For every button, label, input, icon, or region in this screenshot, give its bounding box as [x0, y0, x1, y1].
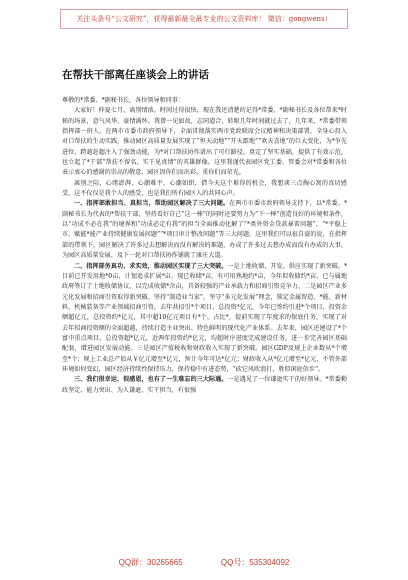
- section-heading: 三、我们很幸运、很感恩，也有了一生难忘的三大际遇。: [74, 376, 228, 384]
- body-paragraph: 尊敬的*常委、*副秘书长，各位领导和同事：: [62, 97, 184, 104]
- body-paragraph: [62, 375, 347, 396]
- body-paragraph: [62, 262, 347, 376]
- body-paragraph: [62, 199, 347, 261]
- section-text: 一是土地收储、开发、供应实现了新突破。*目前已开发用地*0亩，计划追求扩展*亩，现已收储*亩，有可用熟地约*亩，今年拟收储约*亩，已与属地政府签订了土地收储协议，以完成收储*余亩，具备较强的产业承载力和招商引资竞争力。二是园区产业多元化发展和招商引资取得新突破。坚持“制造业当家”，坚守“多元化发展”理念，锁定金属智造、*能、新材料、机械装备等产业领域招商引资，去年共招引*个项目，总投资*亿元，今年已签约引进*个项目，投资金额超亿元，总投资约*亿元，其中超10亿元项目有*个，占比*，提前实现了年度求的保底任务，实现了对去年招商投资额的全面超越，持续打造主业突出、特色鲜明的现代化产业体系。去年来，园区还建设了*个富中重点项目，总投资超*亿元，近两年投资约*亿元，均超时序进度完成建设任务，进一步完善园区基础配套，增进园区发展动能。三是园区产值税收和财政收入实现了新突破。园区GDP及规上企业数从*个增至*个；规上工业总产值从￥亿元增至*亿元，预计今年可达*亿元；财政收入从*亿元增至*亿元，不管外部环境如何变幻，园区经济持续性保持压力，保持稳中有进态势，“砍它风吹浪打，胜似闲庭信步”。: [62, 262, 347, 373]
- body-paragraph: 离别之际，心绪澎湃，心潮难平，心潮如织，借今天这个难得的机会，我想谈三点掏心窝的真切感受，这不仅仅是我个人的感受，也是我们所有园区人的共同心声。: [62, 179, 347, 198]
- document-body: [62, 96, 347, 551]
- top-banner: 关注头条号“公文研究”，获得最新最全最专业的公文资料库！ 微信：gongwens）: [60, 9, 348, 29]
- footer-qq: QQ号：535304092: [220, 558, 290, 567]
- body-paragraph: 大家好！仲夏七月，离别情浓。时间过得很快，现在我还清楚的记得*常委、*副秘书长及各位帮来*时候的场景，意气风华，豪情满怀。我曾一见如故，志同道合，转眼几年时间就过去了，几年来，*常委带领指挥部一班人，在两市市委市政府领导下，全面贯彻落实两市党政联席会议精神和决策部署，全身心投入对口帮扶的生动实践，推动园区高质量发展实现了“恒天动地”“开天霹地”“欢天喜地”的巨大变化，为*争先进位、跨越赶超注入了强劲动能，为*对口帮扶协作谱出了可行路径，奠定了坚实基础，提供了有效示范，也立起了*干部“帮扶不留名、实干见真情”的英雄群像。这里我谨代表园区党工委、管委会对*常委和各位表示衷心的感谢的崇高的敬意，园区因你们而出彩、重你们而荣光。: [62, 107, 347, 177]
- section-heading: 二、指挥部务真功、求实效，推动园区实现了三大突破。: [74, 262, 228, 270]
- footer-qq-group: QQ群：30265665: [118, 558, 183, 567]
- document-title: 在帮扶干部离任座谈会上的讲话: [62, 69, 209, 81]
- section-heading: 一、指挥部敢担当、真担当，帮助园区解决了三大问题。: [74, 200, 230, 208]
- section-text: 在两市市委市政府领导支持下，以*常委、*副秘书长为代表的*帮扶干部，坚持看好自己“这一棒”的同时还要努力为“下一棒”创造良好的环境和条件，以“功成不必在我”的境界和“功成必定有我”的担当全面推动化解了“*类外资金贷款暴雷问题”，“*平稳上市、赋能*能产业持续健康发展问题”“*项目审计整改问题”等三大问题，这里我们可以很自豪的说，在指挥部的带领下，园区解决了许多过去想解决而没有解决的难题，办成了许多过去想办成而没有办成的大事，为园区高质量发展、及下一轮对口帮扶协作铺就了康庄大道。: [62, 200, 347, 260]
- section-text: 一是遇见了一位谦逊实干的好领导。*常委勤政坚定、能力突出、为人谦逊、实干担当，有很强: [62, 376, 347, 394]
- footer: [0, 557, 408, 568]
